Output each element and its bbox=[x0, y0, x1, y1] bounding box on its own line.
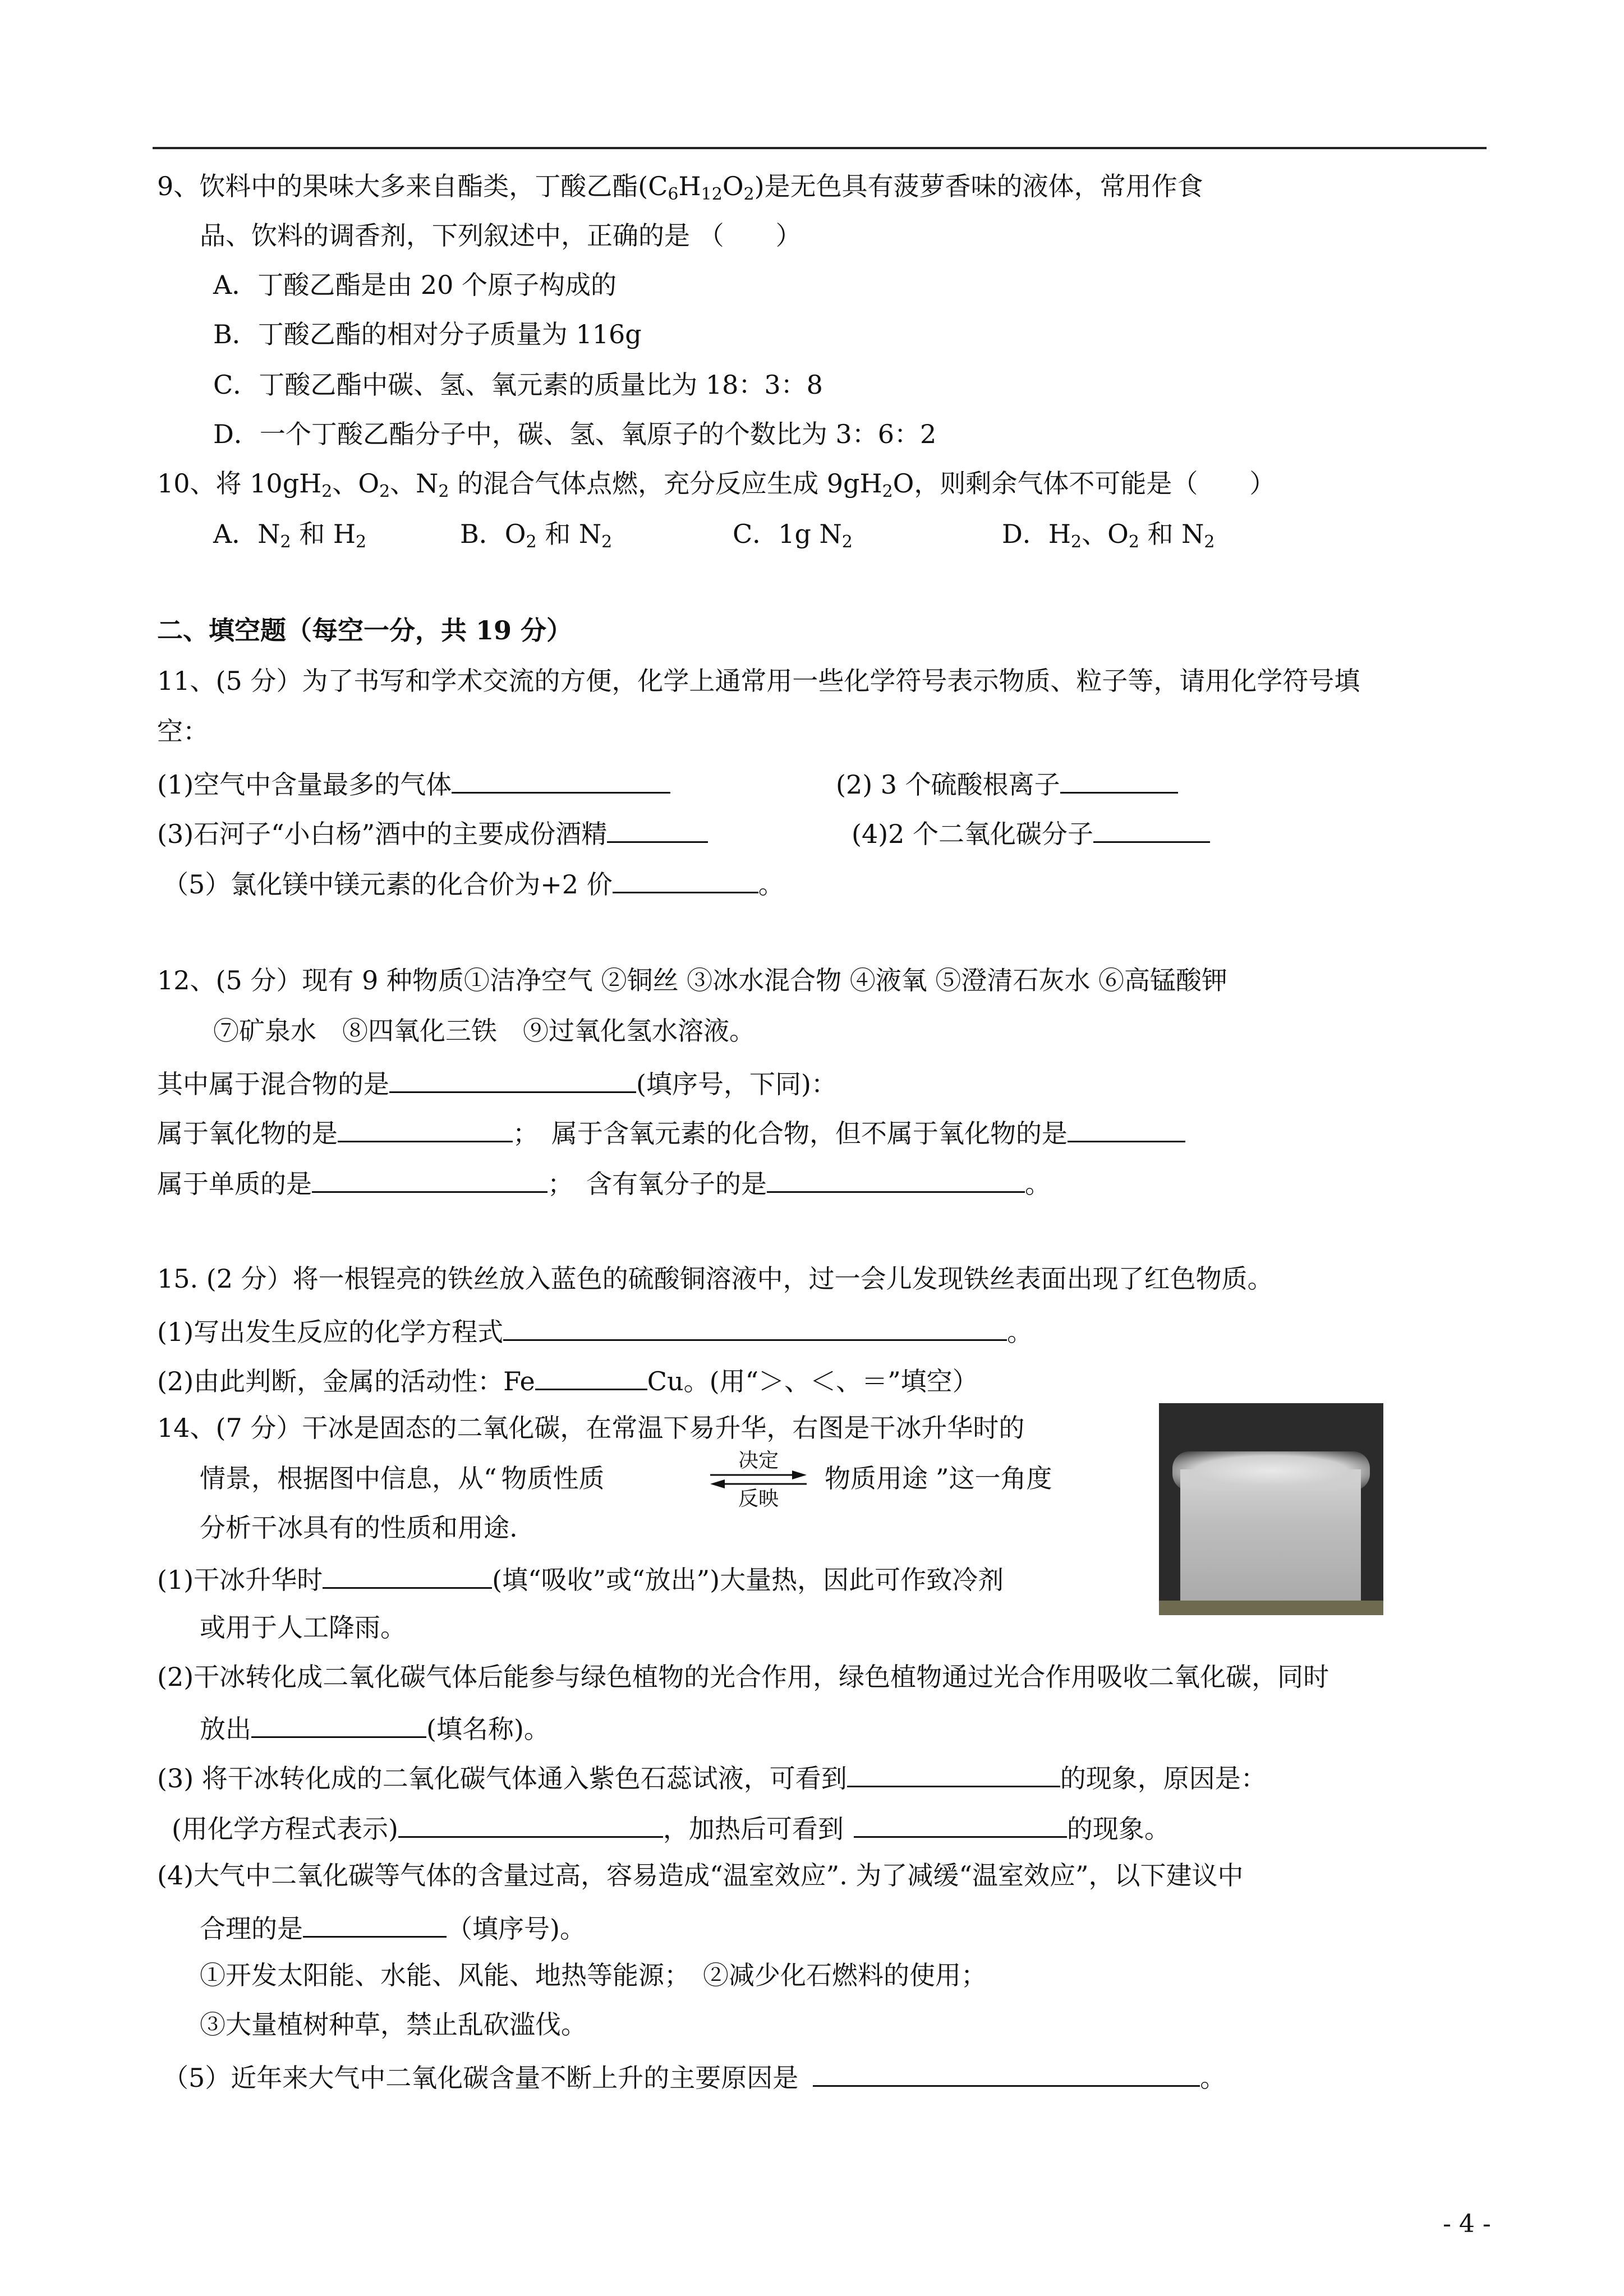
q11-part3: (3)石河子“小白杨”酒中的主要成份酒精 bbox=[157, 813, 708, 852]
q11-part2: (2) 3 个硫酸根离子 bbox=[836, 764, 1178, 803]
q9-option-d: D．一个丁酸乙酯分子中，碳、氢、氧原子的个数比为 3：6：2 bbox=[213, 419, 937, 449]
right-arrow-head bbox=[792, 1470, 807, 1479]
q14-blank-gas[interactable] bbox=[251, 1708, 426, 1738]
q15-blank-compare[interactable] bbox=[535, 1361, 647, 1390]
photo-base bbox=[1159, 1601, 1383, 1615]
q11-blank-3[interactable] bbox=[607, 813, 708, 843]
q9-stem-line2: 品、饮料的调香剂，下列叙述中，正确的是 （ ） bbox=[200, 220, 802, 251]
q11-stem-line1: 11、(5 分）为了书写和学术交流的方便，化学上通常用一些化学符号表示物质、粒子等，请用化学符号填 bbox=[157, 666, 1360, 696]
header-rule bbox=[153, 147, 1487, 149]
q14-part4-cont: 合理的是 （填序号)。 bbox=[200, 1908, 586, 1947]
q9-option-b: B．丁酸乙酯的相对分子质量为 116g bbox=[213, 319, 642, 349]
q10-option-b: B．$O_2$ 和 $N_2$ bbox=[460, 519, 613, 552]
q10-option-d: D．$H_2$、$O_2$ 和 $N_2$ bbox=[1002, 519, 1215, 552]
q11-part5: （5）氯化镁中镁元素的化合价为+2 价 。 bbox=[163, 864, 784, 902]
q14-blank-choice[interactable] bbox=[303, 1908, 447, 1938]
arrow-label-bottom: 反映 bbox=[738, 1487, 779, 1509]
q14-part3-cont: (用化学方程式表示) ，加热后可看到 的现象。 bbox=[172, 1808, 1170, 1847]
q12-blank-mixtures[interactable] bbox=[389, 1063, 636, 1093]
q14-part4: (4)大气中二氧化碳等气体的含量过高，容易造成“温室效应”. 为了减缓“温室效应”，以下建议中 bbox=[157, 1860, 1244, 1891]
section-title: 二、填空题（每空一分，共 19 分） bbox=[157, 615, 573, 646]
q11-blank-5[interactable] bbox=[613, 864, 758, 893]
arrow-label-top: 决定 bbox=[738, 1449, 779, 1472]
q12-stem-line2: ⑦矿泉水 ⑧四氧化三铁 ⑨过氧化氢水溶液。 bbox=[213, 1016, 755, 1046]
left-arrow-head bbox=[710, 1479, 725, 1488]
q14-blank-phenomenon2[interactable] bbox=[854, 1808, 1067, 1838]
q11-blank-2[interactable] bbox=[1060, 764, 1178, 794]
q14-part2-cont: 放出 (填名称)。 bbox=[200, 1708, 550, 1747]
q11-part1: (1)空气中含量最多的气体 bbox=[157, 764, 670, 803]
sublimation-vapor bbox=[1172, 1451, 1370, 1491]
q12-stem-line1: 12、(5 分）现有 9 种物质①洁净空气 ②铜丝 ③冰水混合物 ④液氧 ⑤澄清石灰水 ⑥高锰酸钾 bbox=[157, 965, 1227, 995]
q15-part1: (1)写出发生反应的化学方程式 。 bbox=[157, 1311, 1033, 1350]
decide-reflect-arrows bbox=[708, 1447, 809, 1509]
q14-blank-phenomenon1[interactable] bbox=[847, 1758, 1060, 1787]
q14-part4-options2: ③大量植树种草，禁止乱砍滥伐。 bbox=[200, 2009, 587, 2040]
q10-option-a: A．$N_2$ 和 $H_2$ bbox=[213, 519, 367, 552]
q9-option-a: A．丁酸乙酯是由 20 个原子构成的 bbox=[213, 270, 617, 300]
q12-blank-oxygen-molecules[interactable] bbox=[767, 1163, 1025, 1193]
q14-stem-line2a: 情景，根据图中信息，从“ 物质性质 bbox=[200, 1463, 605, 1493]
q9-stem-line1: 9、饮料中的果味大多来自酯类，丁酸乙酯$(C_6H_{12}O_2)$是无色具有菠萝香味的液体，常用作食 bbox=[157, 171, 1203, 204]
q11-stem-line2: 空： bbox=[157, 716, 209, 746]
q12-elements: 属于单质的是 ； 含有氧分子的是 。 bbox=[157, 1163, 1051, 1202]
q14-stem-line2b: 物质用途 ”这一角度 bbox=[825, 1463, 1052, 1493]
q14-part2: (2)干冰转化成二氧化碳气体后能参与绿色植物的光合作用，绿色植物通过光合作用吸收二氧化碳，同时 bbox=[157, 1662, 1329, 1692]
q14-stem-line1: 14、(7 分）干冰是固态的二氧化碳，在常温下易升华，右图是干冰升华时的 bbox=[157, 1413, 1025, 1443]
q12-mixtures: 其中属于混合物的是 (填序号，下同)： bbox=[157, 1063, 837, 1102]
q12-blank-oxygen-compounds[interactable] bbox=[1068, 1113, 1185, 1142]
q12-blank-oxides[interactable] bbox=[338, 1113, 513, 1142]
q14-blank-reason[interactable] bbox=[813, 2057, 1200, 2087]
q15-part2: (2)由此判断，金属的活动性：Fe Cu。(用“＞、＜、＝”填空） bbox=[157, 1361, 978, 1399]
q15-stem: 15. (2 分）将一根锃亮的铁丝放入蓝色的硫酸铜溶液中，过一会儿发现铁丝表面出现了红色物质。 bbox=[157, 1264, 1273, 1294]
q11-blank-1[interactable] bbox=[452, 764, 670, 794]
q14-part3: (3) 将干冰转化成的二氧化碳气体通入紫色石蕊试液，可看到 的现象，原因是： bbox=[157, 1758, 1267, 1796]
q15-blank-equation[interactable] bbox=[503, 1311, 1007, 1341]
q11-part4: (4)2 个二氧化碳分子 bbox=[852, 813, 1210, 852]
q14-stem-line3: 分析干冰具有的性质和用途. bbox=[200, 1513, 518, 1543]
q12-oxides: 属于氧化物的是 ； 属于含氧元素的化合物，但不属于氧化物的是 bbox=[157, 1113, 1185, 1151]
q10-option-c: C．1g $N_2$ bbox=[733, 519, 853, 552]
q12-blank-elements[interactable] bbox=[312, 1163, 548, 1193]
page-number: - 4 - bbox=[1443, 2210, 1491, 2238]
q9-option-c: C．丁酸乙酯中碳、氢、氧元素的质量比为 18：3：8 bbox=[213, 370, 823, 400]
dry-ice-sublimation-photo bbox=[1159, 1403, 1383, 1615]
q14-blank-heat[interactable] bbox=[323, 1559, 492, 1589]
q14-part1: (1)干冰升华时 (填“吸收”或“放出”)大量热，因此可作致冷剂 bbox=[157, 1559, 1004, 1598]
q14-blank-equation[interactable] bbox=[398, 1808, 663, 1838]
q14-part5: （5）近年来大气中二氧化碳含量不断上升的主要原因是 。 bbox=[163, 2057, 1226, 2096]
q14-part4-options1: ①开发太阳能、水能、风能、地热等能源； ②减少化石燃料的使用； bbox=[200, 1960, 987, 1990]
q10-stem: 10、将 $10gH_2$、$O_2$、$N_2$ 的混合气体点燃，充分反应生成 $9gH_2O$，则剩余气体不可能是（ ） bbox=[157, 468, 1276, 501]
q14-part1-cont: 或用于人工降雨。 bbox=[200, 1612, 406, 1643]
q11-blank-4[interactable] bbox=[1093, 813, 1210, 843]
